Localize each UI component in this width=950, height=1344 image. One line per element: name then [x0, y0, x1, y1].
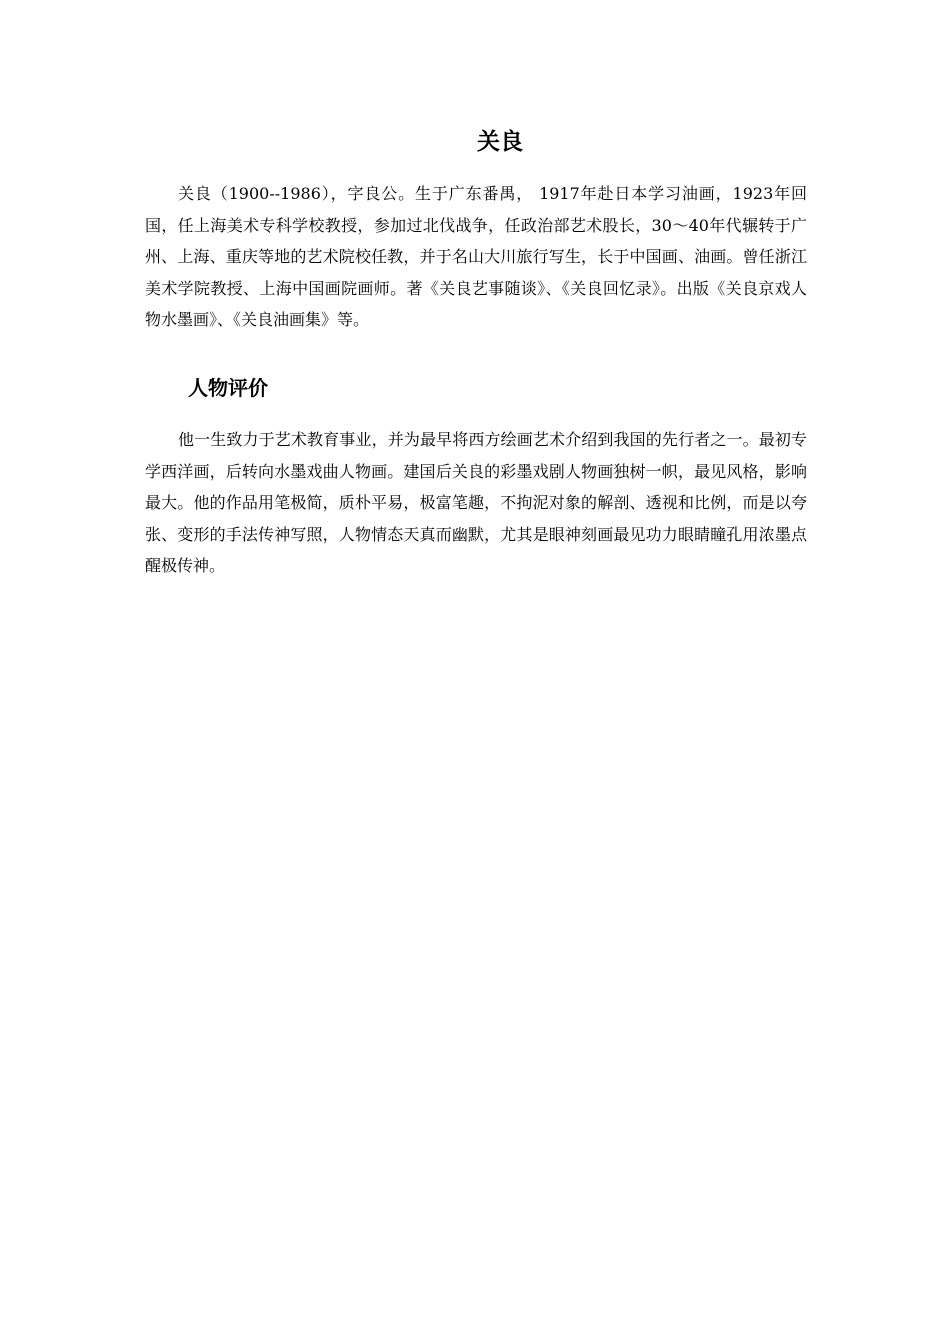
evaluation-paragraph: 他一生致力于艺术教育事业，并为最早将西方绘画艺术介绍到我国的先行者之一。最初专学西洋画，后转向水墨戏曲人物画。建国后关良的彩墨戏剧人物画独树一帜，最见风格，影响最大。他的作品用笔极简，质朴平易，极富笔趣，不拘泥对象的解剖、透视和比例，而是以夸张、变形的手法传神写照，人物情态天真而幽默，尤其是眼神刻画最见功力眼睛瞳孔用浓墨点醒极传神。 [145, 430, 807, 575]
page-title: 关良 [477, 129, 523, 155]
intro-paragraph: 关良（1900--1986），字良公。生于广东番禺， 1917年赴日本学习油画，1923年回国，任上海美术专科学校教授，参加过北伐战争，任政治部艺术股长，30～40年代辗转于广州、上海、重庆等地的艺术院校任教，并于名山大川旅行写生，长于中国画、油画。曾任浙江美术学院教授、上海中国画院画师。著《关良艺事随谈》、《关良回忆录》。出版《关良京戏人物水墨画》、《关良油画集》等。 [145, 184, 807, 329]
section-heading-evaluation: 人物评价 [188, 376, 268, 400]
